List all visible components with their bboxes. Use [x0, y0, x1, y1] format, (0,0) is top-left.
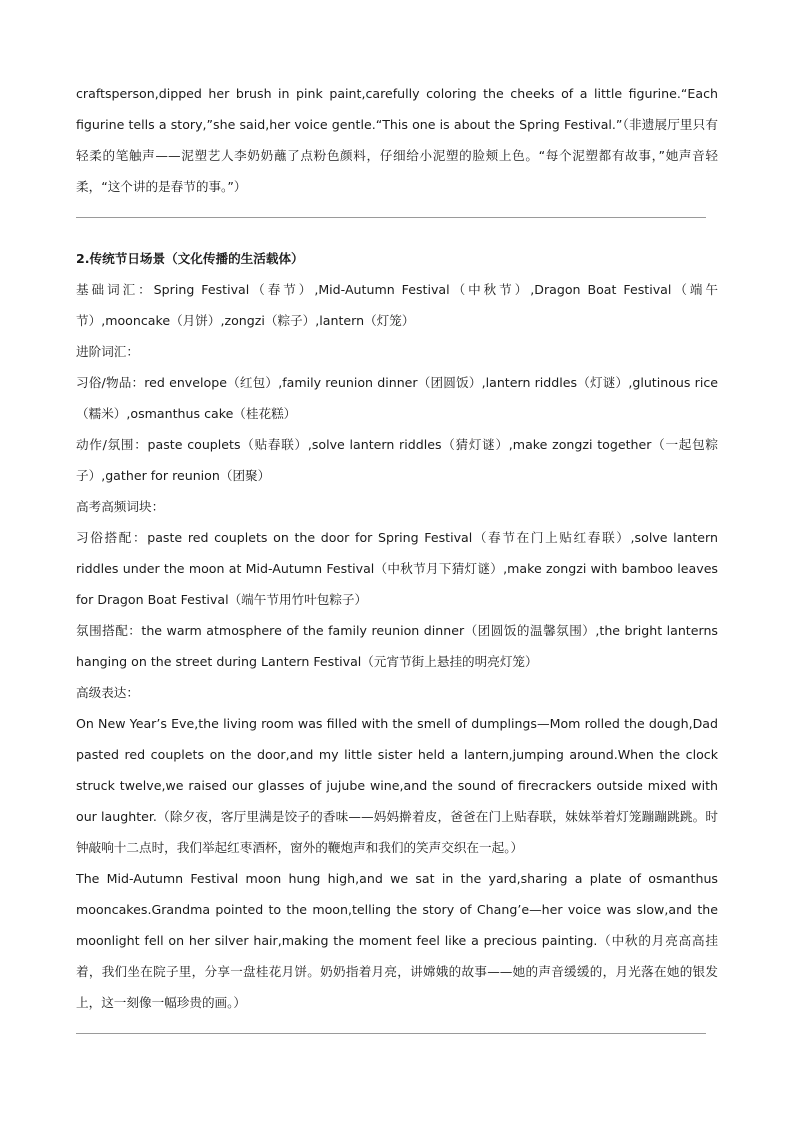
document-page: [76, 78, 718, 1049]
spacer: [76, 233, 718, 243]
actions-atmosphere-vocabulary: 动作/氛围：paste couplets（贴春联）,solve lantern riddles（猜灯谜）,make zongzi together（一起包粽子）,gather for reunion（团聚）: [76, 437, 718, 483]
section-divider: [76, 202, 708, 233]
customs-items-vocabulary: 习俗/物品：red envelope（红包）,family reunion dinner（团圆饭）,lantern riddles（灯谜）,glutinous rice（糯米）,osmanthus cake（桂花糕）: [76, 375, 718, 421]
high-frequency-title: 高考高频词块：: [76, 499, 165, 514]
divider-line: [76, 217, 706, 218]
mid-autumn-paragraph: The Mid-Autumn Festival moon hung high,and we sat in the yard,sharing a plate of osmanthus mooncakes.Grandma pointed to the moon,telling the story of Chang’e—her voice was slow,and the moonlight fell on her silver hair,making the moment feel like a precious painting.（中秋的月亮高高挂着，我们坐在院子里，分享一盘桂花月饼。奶奶指着月亮，讲嫦娥的故事——她的声音缓缓的，月光落在她的银发上，这一刻像一幅珍贵的画。）: [76, 871, 718, 1010]
basic-vocabulary: 基础词汇：Spring Festival（春节）,Mid-Autumn Festival（中秋节）,Dragon Boat Festival（端午节）,mooncake（月饼）,zongzi（粽子）,lantern（灯笼）: [76, 282, 718, 328]
atmosphere-collocation: 氛围搭配：the warm atmosphere of the family reunion dinner（团圆饭的温馨氛围）,the bright lanterns hanging on the street during Lantern Festival（元宵节街上悬挂的明亮灯笼）: [76, 623, 718, 669]
section-heading: 2.传统节日场景（文化传播的生活载体）: [76, 251, 304, 266]
divider-line: [76, 1033, 706, 1034]
intro-paragraph: craftsperson,dipped her brush in pink paint,carefully coloring the cheeks of a little figurine.“Each figurine tells a story,”she said,her voice gentle.“This one is about the Spring Festival.”（非遗展厅里只有轻柔的笔触声——泥塑艺人李奶奶蘸了点粉色颜料，仔细给小泥塑的脸颊上色。“每个泥塑都有故事，”她声音轻柔，“这个讲的是春节的事。”）: [76, 86, 718, 194]
customs-collocation: 习俗搭配：paste red couplets on the door for Spring Festival（春节在门上贴红春联）,solve lantern riddles under the moon at Mid-Autumn Festival（中秋节月下猜灯谜）,make zongzi with bamboo leaves for Dragon Boat Festival（端午节用竹叶包粽子）: [76, 530, 718, 607]
advanced-expression-title: 高级表达：: [76, 685, 139, 700]
advanced-vocabulary-title: 进阶词汇：: [76, 344, 139, 359]
new-year-eve-paragraph: On New Year’s Eve,the living room was filled with the smell of dumplings—Mom rolled the dough,Dad pasted red couplets on the door,and my little sister held a lantern,jumping around.When the clock struck twelve,we raised our glasses of jujube wine,and the sound of firecrackers outside mixed with our laughter.（除夕夜，客厅里满是饺子的香味——妈妈擀着皮，爸爸在门上贴春联，妹妹举着灯笼蹦蹦跳跳。时钟敲响十二点时，我们举起红枣酒杯，窗外的鞭炮声和我们的笑声交织在一起。）: [76, 716, 718, 855]
section-divider-bottom: [76, 1018, 708, 1049]
